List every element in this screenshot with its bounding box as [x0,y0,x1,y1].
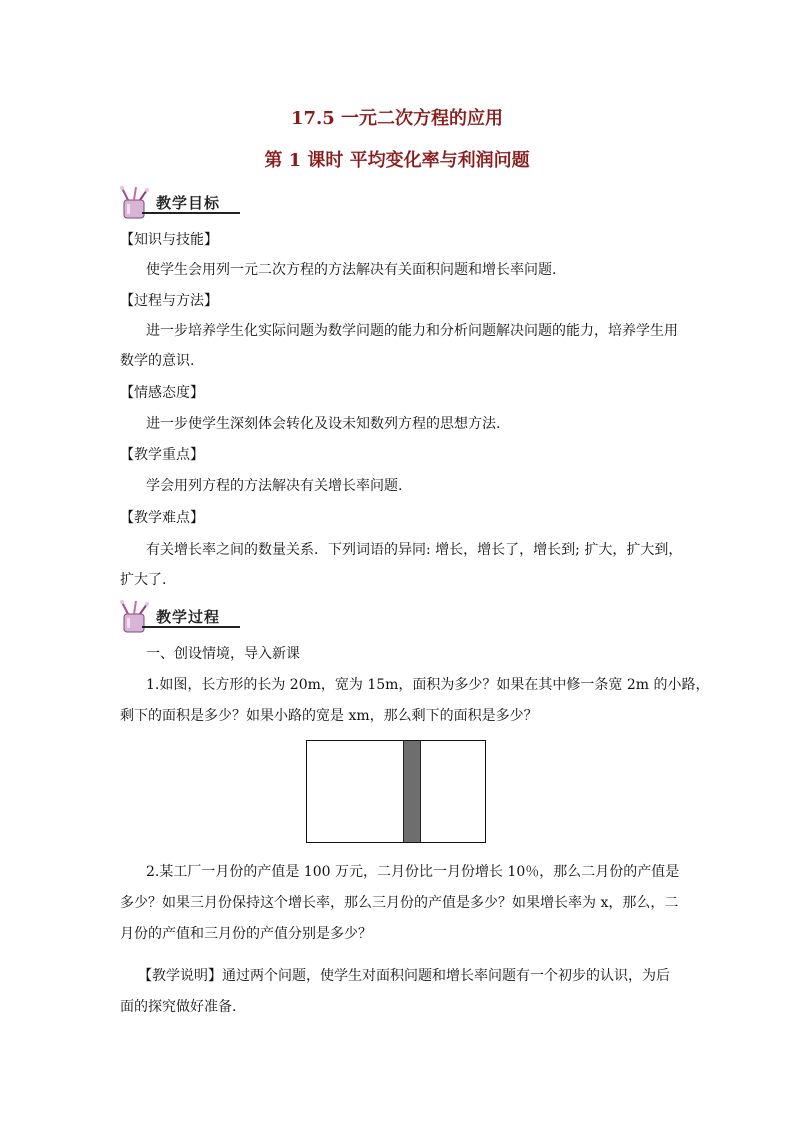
step-1-heading: 一、创设情境，导入新课 [146,646,300,662]
section-badge-process [118,600,242,634]
teaching-note-line-1: 【教学说明】通过两个问题，使学生对面积问题和增长率问题有一个初步的认识，为后 [138,968,670,984]
question-2-line-1: 2.某工厂一月份的产值是 100 万元，二月份比一月份增长 10％，那么二月份的产值是 [146,864,680,880]
text-difficulty-2: 扩大了. [120,572,167,588]
text-difficulty-1: 有关增长率之间的数量关系．下列词语的异同: 增长，增长了，增长到; 扩大，扩大到， [146,542,683,558]
section-label-goals: 教学目标 [156,194,221,212]
heading-attitude: 【情感态度】 [120,385,204,401]
section-underline [142,626,240,628]
text-key-point: 学会用列方程的方法解决有关增长率问题. [146,478,403,494]
page-title: 17.5 一元二次方程的应用 [290,108,504,129]
text-process-method-2: 数学的意识. [120,353,195,369]
text-knowledge: 使学生会用列一元二次方程的方法解决有关面积问题和增长率问题. [146,262,557,278]
teaching-note-line-2: 面的探究做好准备. [120,999,237,1015]
question-2-line-2: 多少？如果三月份保持这个增长率，那么三月份的产值是多少？如果增长率为 x，那么，二 [120,895,679,911]
heading-knowledge: 【知识与技能】 [120,232,218,248]
road-strip [403,741,421,842]
pencil-cup-icon [118,186,154,220]
lesson-subtitle: 第 1 课时 平均变化率与利润问题 [264,150,530,171]
section-badge-goals [118,186,242,220]
question-1-line-2: 剩下的面积是多少？如果小路的宽是 xm，那么剩下的面积是多少？ [120,708,538,724]
pencil-cup-icon [118,600,154,634]
heading-key-point: 【教学重点】 [120,447,204,463]
text-process-method-1: 进一步培养学生化实际问题为数学问题的能力和分析问题解决问题的能力，培养学生用 [146,323,678,339]
heading-process-method: 【过程与方法】 [120,293,218,309]
rectangle-road-diagram [306,740,486,843]
text-attitude: 进一步使学生深刻体会转化及设未知数列方程的思想方法. [146,416,501,432]
question-1-line-1: 1.如图，长方形的长为 20m，宽为 15m，面积为多少？如果在其中修一条宽 2m 的小路， [146,677,710,693]
section-label-process: 教学过程 [156,608,221,626]
question-2-line-3: 月份的产值和三月份的产值分别是多少？ [120,926,372,942]
heading-difficulty: 【教学难点】 [120,510,204,526]
section-underline [142,212,240,214]
